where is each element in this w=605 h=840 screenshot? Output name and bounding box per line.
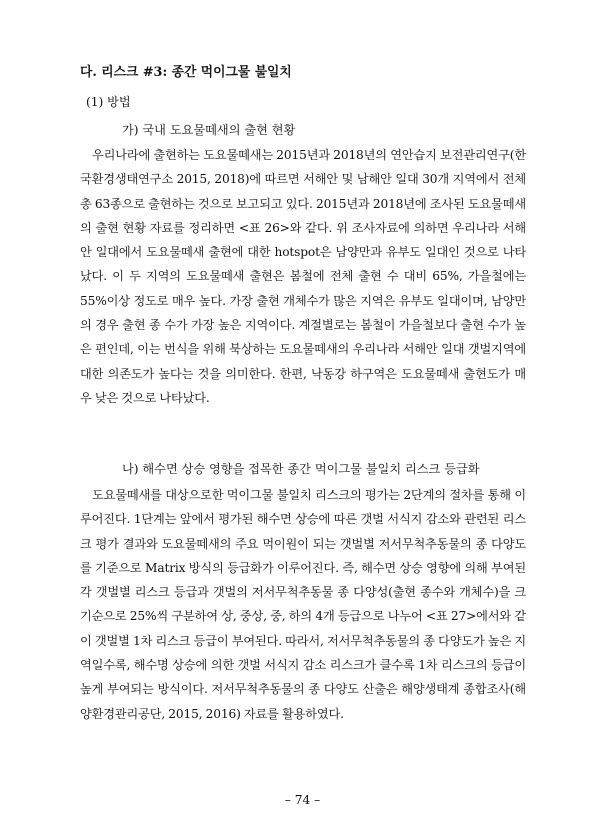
subsection-b-title: 나) 해수면 상승 영향을 접목한 종간 먹이그물 불일치 리스크 등급화 [122, 462, 480, 476]
subsection-a-paragraph: 우리나라에 출현하는 도요물떼새는 2015년과 2018년의 연안습지 보전관리연구(한국환경생태연구소 2015, 2018)에 따르면 서해안 및 남해안 일대 30개 지역에서 전체 총 63종으로 출현하는 것으로 보고되고 있다. 2015년과 2018년에 조사된 도요물떼새의 출현 현황 자료를 정리하면 <표 26>와 같다. 위 조사자료에 의하면 우리나라 서해안 일대에서 도요물떼새 출현에 대한 hotspot은 남양만과 유부도 일대인 것으로 나타났다. 이 두 지역의 도요물떼새 출현은 봄철에 전체 출현 수 대비 65%, 가을철에는 55%이상 정도로 매우 높다. 가장 출현 개체수가 많은 지역은 유부도 일대이며, 남양만의 경우 출현 종 수가 가장 높은 지역이다. 계절별로는 봄철이 가을철보다 출현 수가 높은 편인데, 이는 번식을 위해 북상하는 도요물떼새의 우리나라 서해안 일대 갯벌지역에 대한 의존도가 높다는 것을 의미한다. 한편, 낙동강 하구역은 도요물떼새 출현도가 매우 낮은 것으로 나타났다. [80, 148, 526, 405]
subsection-b-paragraph: 도요물떼새를 대상으로한 먹이그물 불일치 리스크의 평가는 2단계의 절차를 통해 이루어진다. 1단계는 앞에서 평가된 해수면 상승에 따른 갯벌 서식지 감소와 관련된 리스크 평가 결과와 도요물떼새의 주요 먹이원이 되는 갯벌별 저서무척추동물의 종 다양도를 기준으로 Matrix 방식의 등급화가 이루어진다. 즉, 해수면 상승 영향에 의해 부여된 각 갯벌별 리스크 등급과 갯벌의 저서무척추동물 종 다양성(출현 종수와 개체수)을 크기순으로 25%씩 구분하여 상, 중상, 중, 하의 4개 등급으로 나누어 <표 27>에서와 같이 갯벌별 1차 리스크 등급이 부여된다. 따라서, 저서무척추동물의 종 다양도가 높은 지역일수록, 해수명 상승에 의한 갯벌 서식지 감소 리스크가 클수록 1차 리스크의 등급이 높게 부여되는 방식이다. 저서무척추동물의 종 다양도 산출은 해양생태계 종합조사(해양환경관리공단, 2015, 2016) 자료를 활용하였다. [80, 488, 526, 721]
subsection-a-title: 가) 국내 도요물떼새의 출현 현황 [122, 123, 296, 137]
method-subheading: (1) 방법 [86, 95, 131, 109]
section-heading: 다. 리스크 #3: 종간 먹이그물 불일치 [80, 65, 292, 80]
page-number: – 74 – [284, 793, 321, 807]
